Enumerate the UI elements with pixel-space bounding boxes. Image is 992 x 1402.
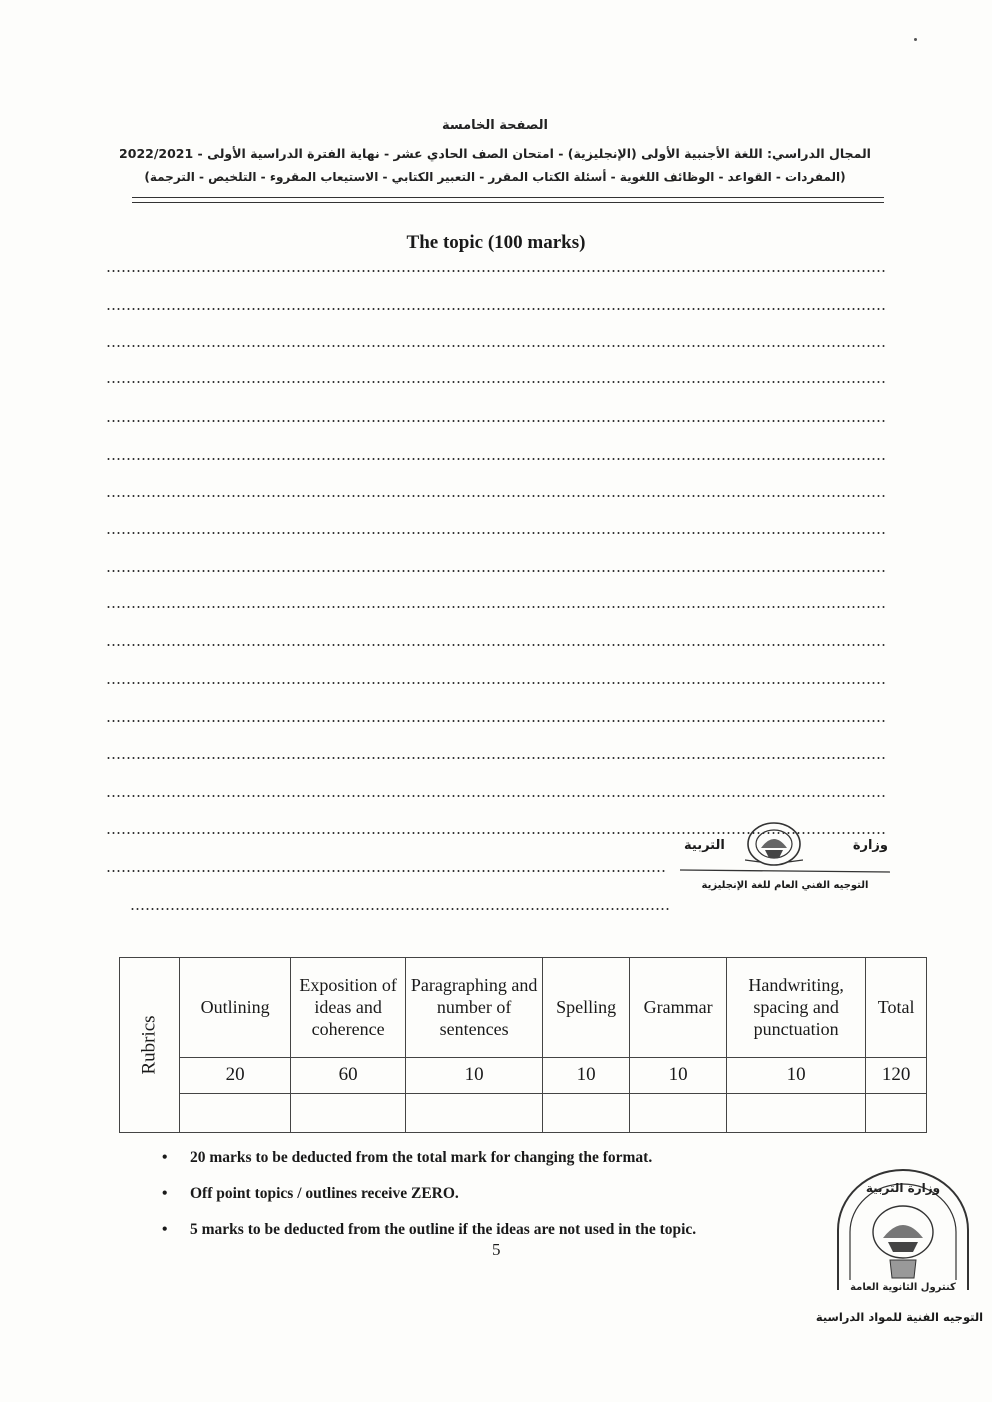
score-cell-handwriting[interactable] [727, 1093, 866, 1132]
rubrics-label: Rubrics [138, 1015, 160, 1075]
rubric-header-handwriting: Handwriting, spacing and punctuation [727, 958, 866, 1058]
rubric-header-total: Total [866, 958, 927, 1058]
rubric-marks-exposition: 60 [291, 1057, 406, 1093]
writing-line [106, 757, 886, 759]
ministry-stamp [670, 820, 900, 900]
writing-line [106, 270, 886, 272]
stamp-left-text: التربية [684, 838, 725, 853]
rubrics-label-cell [120, 958, 180, 1133]
rubric-marks-spelling: 10 [543, 1057, 630, 1093]
bullet-icon: • [162, 1221, 168, 1238]
note-item: • 5 marks to be deducted from the outline if the ideas are not used in the topic. [162, 1221, 697, 1238]
writing-line [106, 381, 886, 383]
score-cell-paragraphing[interactable] [406, 1093, 543, 1132]
writing-line [106, 682, 886, 684]
bullet-icon: • [162, 1149, 168, 1166]
score-cell-total[interactable] [866, 1093, 927, 1132]
seal-ring-text: وزارة التربية [865, 1181, 941, 1195]
rubric-header-grammar: Grammar [630, 958, 727, 1058]
header-subject-line: المجال الدراسي: اللغة الأجنبية الأولى (الإنجليزية) - امتحان الصف الحادي عشر - نهاية الفترة الدراسية الأولى - 2022/2021 [119, 146, 871, 161]
writing-line [106, 570, 886, 572]
note-item: • 20 marks to be deducted from the total mark for changing the format. [162, 1149, 653, 1166]
rubrics-table [119, 957, 927, 1133]
bullet-icon: • [162, 1185, 168, 1202]
header-rule [132, 197, 884, 198]
rubric-header-outlining: Outlining [180, 958, 291, 1058]
topic-title: The topic (100 marks) [406, 232, 586, 253]
control-seal-icon [818, 1160, 988, 1300]
writing-line [106, 420, 886, 422]
stamp-bottom-text: التوجيه الفني العام للغة الإنجليزية [701, 880, 869, 891]
stamp-underline [670, 860, 900, 880]
rubric-marks-grammar: 10 [630, 1057, 727, 1093]
writing-line [106, 495, 886, 497]
stamp-right-text: وزارة [852, 838, 888, 853]
writing-line [106, 870, 666, 872]
score-cell-spelling[interactable] [543, 1093, 630, 1132]
score-cell-exposition[interactable] [291, 1093, 406, 1132]
page-label: الصفحة الخامسة [441, 118, 549, 133]
rubric-marks-paragraphing: 10 [406, 1057, 543, 1093]
scan-speck [914, 38, 917, 41]
rubric-marks-handwriting: 10 [727, 1057, 866, 1093]
rubric-marks-total: 120 [866, 1057, 927, 1093]
rubric-header-spelling: Spelling [543, 958, 630, 1058]
writing-line [106, 345, 886, 347]
rubric-header-exposition: Exposition of ideas and coherence [291, 958, 406, 1058]
rubric-marks-outlining: 20 [180, 1057, 291, 1093]
writing-line [106, 606, 886, 608]
note-item: • Off point topics / outlines receive ZERO. [162, 1185, 459, 1202]
seal-caption: التوجيه الفنية للمواد الدراسية [815, 1310, 984, 1324]
writing-line [106, 308, 886, 310]
header-sections-line: (المفردات - القواعد - الوظائف اللغوية - أسئلة الكتاب المقرر - التعبير الكتابي - الاستيعاب المقروء - التلخيص - الترجمة) [144, 170, 846, 184]
seal-ring-text-bottom: كنترول الثانوية العامة [850, 1282, 956, 1293]
writing-line [106, 644, 886, 646]
score-cell-grammar[interactable] [630, 1093, 727, 1132]
rubric-header-paragraphing: Paragraphing and number of sentences [406, 958, 543, 1058]
writing-line [106, 532, 886, 534]
marking-notes [160, 1148, 800, 1256]
score-cell-outlining[interactable] [180, 1093, 291, 1132]
writing-line [106, 720, 886, 722]
page-number: 5 [492, 1240, 501, 1259]
writing-line [106, 458, 886, 460]
writing-line [130, 908, 670, 910]
header-rule-2 [132, 202, 884, 203]
writing-line [106, 795, 886, 797]
